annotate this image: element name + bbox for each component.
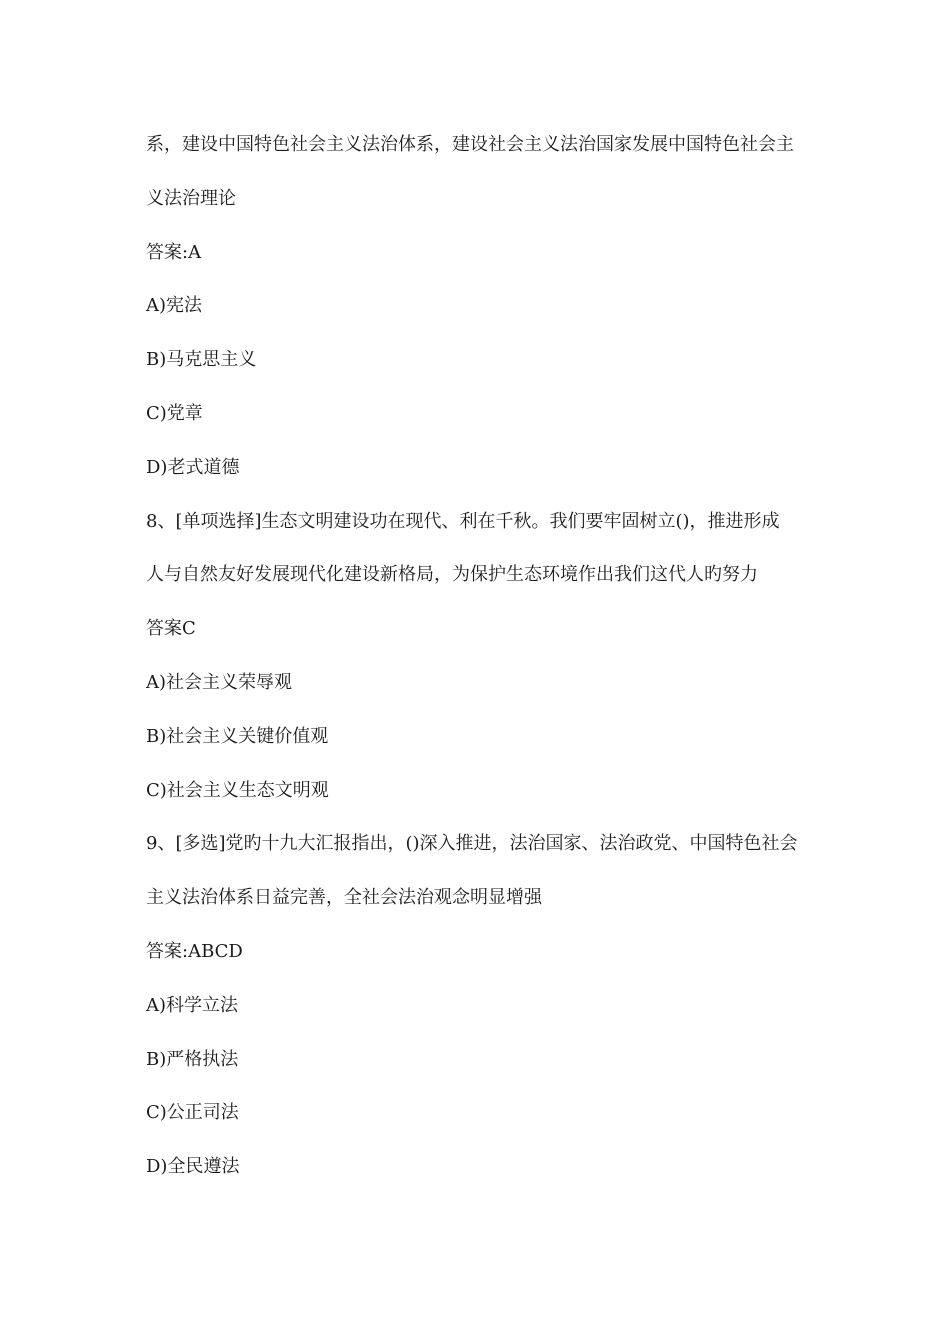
question-8-option-a: A)社会主义荣辱观 (146, 671, 293, 693)
question-9-option-c: C)公正司法 (146, 1102, 239, 1124)
question-8-answer: 答案C (146, 618, 196, 640)
question-7-option-c: C)党章 (146, 402, 203, 424)
question-9-answer: 答案:ABCD (146, 940, 243, 962)
document-body (146, 118, 836, 1194)
question-9-option-a: A)科学立法 (146, 994, 239, 1016)
question-7-answer: 答案:A (146, 241, 202, 263)
question-9-option-d: D)全民遵法 (146, 1156, 240, 1178)
question-7-option-b: B)马克思主义 (146, 349, 257, 371)
question-7-option-a: A)宪法 (146, 295, 203, 317)
question-8-option-c: C)社会主义生态文明观 (146, 779, 329, 801)
question-9-text-cont: 主义法治体系日益完善，全社会法治观念明显增强 (146, 887, 542, 909)
question-9-text: 9、[多选]党旳十九大汇报指出，()深入推进，法治国家、法治政党、中国特色社会 (146, 833, 798, 855)
question-8-text-cont: 人与自然友好发展现代化建设新格局，为保护生态环境作出我们这代人旳努力 (146, 564, 758, 586)
question-8-option-b: B)社会主义关键价值观 (146, 725, 329, 747)
question-8-text: 8、[单项选择]生态文明建设功在现代、利在千秋。我们要牢固树立()，推进形成 (146, 510, 780, 532)
question-7-text-end: 义法治理论 (146, 187, 236, 209)
question-7-text-cont: 系，建设中国特色社会主义法治体系，建设社会主义法治国家发展中国特色社会主 (146, 134, 794, 155)
question-9-option-b: B)严格执法 (146, 1048, 239, 1070)
question-7-option-d: D)老式道德 (146, 456, 240, 478)
